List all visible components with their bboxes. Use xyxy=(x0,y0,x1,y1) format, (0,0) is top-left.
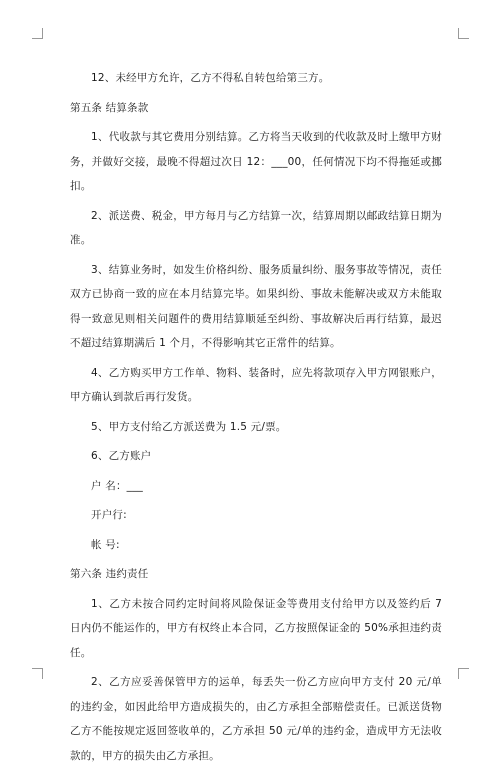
paragraph: 1、乙方未按合同约定时间将风险保证金等费用支付给甲方以及签约后 7 日内仍不能运作的，甲方有权终止本合同，乙方按照保证金的 50%承担违约责任。 xyxy=(70,597,442,659)
paragraph: 5、甲方支付给乙方派送费为 1.5 元/票。 xyxy=(91,420,287,433)
paragraph: 2、乙方应妥善保管甲方的运单，每丢失一份乙方应向甲方支付 20 元/单的违约金，如因此给甲方造成损失的，由乙方承担全部赔偿责任。已派送货物乙方不能按规定返回签收单的，乙方承担 50 元/单的违约金，造成甲方无法收款的，甲方的损失由乙方承担。 xyxy=(70,676,442,762)
corner-mark-top-left xyxy=(32,28,43,39)
paragraph: 12、未经甲方允许，乙方不得私自转包给第三方。 xyxy=(91,72,330,84)
section-heading: 第六条 违约责任 xyxy=(70,568,149,580)
document-body xyxy=(70,66,442,773)
paragraph: 6、乙方账户 xyxy=(91,450,152,462)
paragraph: 帐 号: xyxy=(91,538,120,551)
paragraph: 2、派送费、税金，甲方每月与乙方结算一次，结算周期以邮政结算日期为准。 xyxy=(70,209,442,246)
corner-mark-bottom-right xyxy=(458,668,469,679)
corner-mark-bottom-left xyxy=(32,668,43,679)
paragraph: 4、乙方购买甲方工作单、物料、装备时，应先将款项存入甲方网银账户，甲方确认到款后再行发货。 xyxy=(70,366,442,403)
paragraph: 户 名：___ xyxy=(91,479,143,492)
paragraph: 3、结算业务时，如发生价格纠纷、服务质量纠纷、服务事故等情况，责任双方已协商一致的应在本月结算完毕。如果纠纷、事故未能解决或双方未能取得一致意见则相关问题件的费用结算顺延至纠纷、事故解决后再行结算，最迟不超过结算期满后 1 个月，不得影响其它正常件的结算。 xyxy=(70,263,442,349)
paragraph: 开户行: xyxy=(91,509,127,521)
corner-mark-top-right xyxy=(458,28,469,39)
paragraph: 1、代收款与其它费用分别结算。乙方将当天收到的代收款及时上缴甲方财务，并做好交接，最晚不得超过次日 12：___00，任何情况下均不得拖延或挪扣。 xyxy=(70,131,442,192)
section-heading: 第五条 结算条款 xyxy=(70,101,149,114)
